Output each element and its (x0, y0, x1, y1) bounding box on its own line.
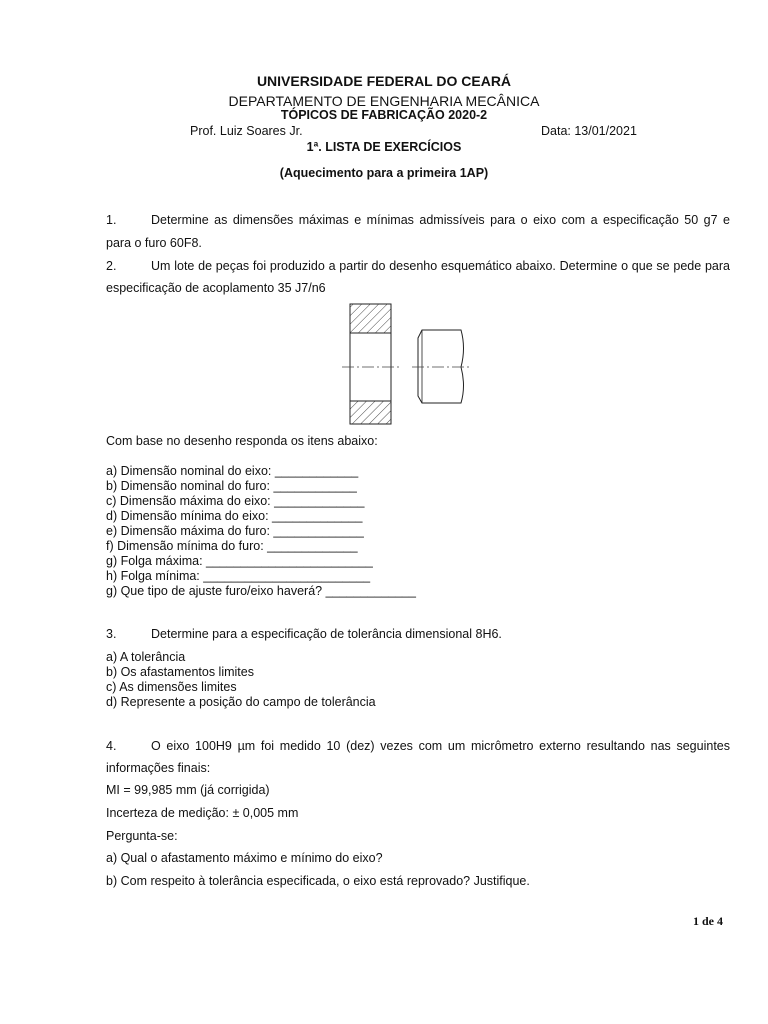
q4-uncertainty: Incerteza de medição: ± 0,005 mm (106, 806, 299, 820)
department-title: DEPARTAMENTO DE ENGENHARIA MECÂNICA (228, 93, 540, 109)
q4-item-b: b) Com respeito à tolerância especificada, o eixo está reprovado? Justifique. (106, 874, 530, 888)
course-title: TÓPICOS DE FABRICAÇÃO 2020-2 (280, 108, 488, 122)
q2-number: 2. (106, 259, 117, 273)
list-item: a) Dimensão nominal do eixo: ____________ (106, 464, 359, 478)
q1-text-line1: Determine as dimensões máximas e mínimas admissíveis para o eixo com a especificação 50 g7 e (151, 213, 730, 227)
list-item: g) Folga máxima: ________________________ (106, 554, 373, 568)
document-date: Data: 13/01/2021 (541, 124, 637, 138)
list-item: g) Que tipo de ajuste furo/eixo haverá? _____________ (106, 584, 416, 598)
q2-text-line1: Um lote de peças foi produzido a partir do desenho esquemático abaixo. Determine o que se pede para (151, 259, 730, 273)
q3-text: Determine para a especificação de tolerância dimensional 8H6. (151, 627, 502, 641)
q1-text-line2: para o furo 60F8. (106, 236, 202, 250)
page-number: 1 de 4 (693, 914, 723, 928)
list-item: h) Folga mínima: ________________________ (106, 569, 371, 583)
list-title: 1ª. LISTA DE EXERCÍCIOS (306, 140, 462, 154)
list-item: c) Dimensão máxima do eixo: _____________ (106, 494, 365, 508)
hole-bottom-section-hatch (350, 401, 391, 424)
hole-top-section-hatch (350, 304, 391, 333)
professor-name: Prof. Luiz Soares Jr. (190, 124, 303, 138)
q2-items-list (106, 464, 416, 599)
q4-item-a: a) Qual o afastamento máximo e mínimo do eixo? (106, 851, 383, 865)
q4-measured-value: MI = 99,985 mm (já corrigida) (106, 783, 270, 797)
q3-items-list (106, 650, 376, 710)
coupling-drawing (340, 300, 480, 430)
q2-text-line2: especificação de acoplamento 35 J7/n6 (106, 281, 326, 295)
list-item: b) Dimensão nominal do furo: ____________ (106, 479, 357, 493)
q4-number: 4. (106, 739, 117, 753)
hole-part (350, 304, 391, 424)
list-item: d) Dimensão mínima do eixo: _____________ (106, 509, 363, 523)
q1-number: 1. (106, 213, 117, 227)
q2-intro: Com base no desenho responda os itens abaixo: (106, 434, 378, 448)
list-item: e) Dimensão máxima do furo: _____________ (106, 524, 364, 538)
list-subtitle: (Aquecimento para a primeira 1AP) (279, 166, 489, 180)
q4-text-line2: informações finais: (106, 761, 211, 775)
list-item: a) A tolerância (106, 650, 186, 664)
university-title: UNIVERSIDADE FEDERAL DO CEARÁ (256, 73, 512, 89)
list-item: f) Dimensão mínima do furo: _____________ (106, 539, 358, 553)
list-item: c) As dimensões limites (106, 680, 237, 694)
list-item: d) Represente a posição do campo de tolerância (106, 695, 376, 709)
q3-number: 3. (106, 627, 117, 641)
shaft-part (418, 330, 464, 403)
list-item: b) Os afastamentos limites (106, 665, 254, 679)
q4-question-label: Pergunta-se: (106, 829, 178, 843)
q4-text-line1: O eixo 100H9 µm foi medido 10 (dez) vezes com um micrômetro externo resultando nas seguintes (151, 739, 730, 753)
